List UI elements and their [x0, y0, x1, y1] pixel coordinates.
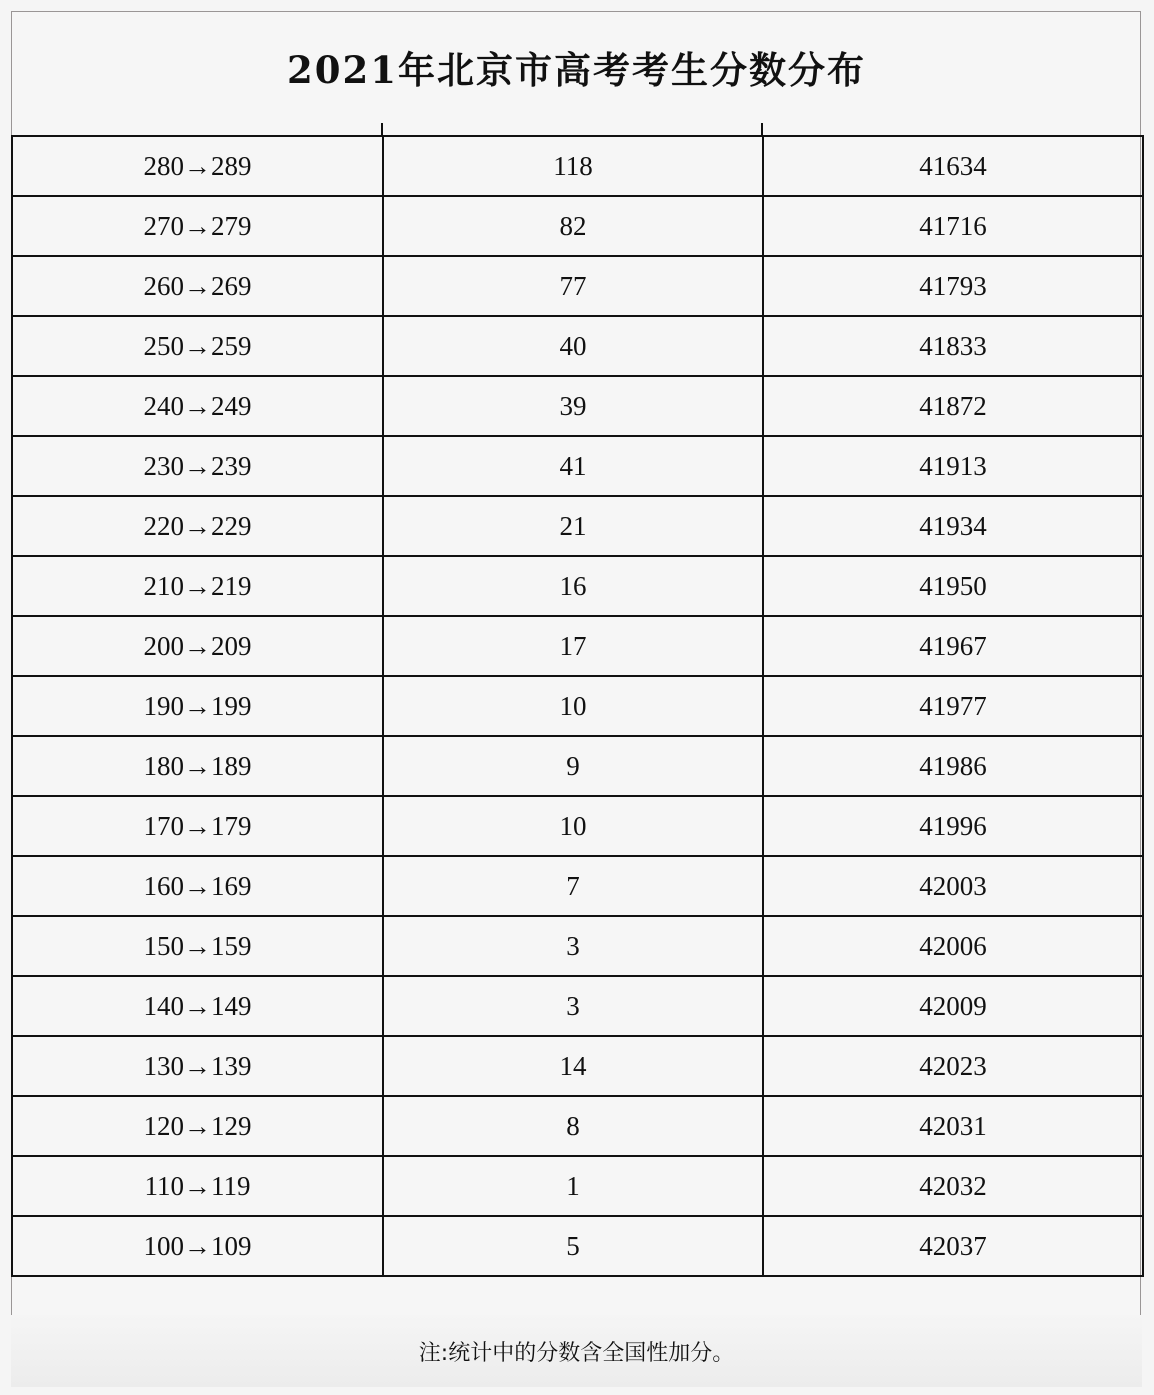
table-row: [12, 1216, 1143, 1276]
table-row: [12, 316, 1143, 376]
count-cell: 8: [383, 1096, 763, 1156]
table-row: [12, 856, 1143, 916]
score-range-cell: 150→159: [12, 916, 383, 976]
table-row: [12, 196, 1143, 256]
table-row: [12, 376, 1143, 436]
table-row: [12, 976, 1143, 1036]
table-row: [12, 436, 1143, 496]
cumulative-count-cell: 41996: [763, 796, 1143, 856]
cumulative-count-cell: 42006: [763, 916, 1143, 976]
table-row: [12, 796, 1143, 856]
count-cell: 40: [383, 316, 763, 376]
score-range-cell: 240→249: [12, 376, 383, 436]
table-row: [12, 1156, 1143, 1216]
score-range-cell: 190→199: [12, 676, 383, 736]
cumulative-count-cell: 42037: [763, 1216, 1143, 1276]
score-range-cell: 120→129: [12, 1096, 383, 1156]
count-cell: 77: [383, 256, 763, 316]
score-range-cell: 170→179: [12, 796, 383, 856]
score-range-cell: 250→259: [12, 316, 383, 376]
count-cell: 14: [383, 1036, 763, 1096]
table-row: [12, 916, 1143, 976]
count-cell: 39: [383, 376, 763, 436]
cumulative-count-cell: 41716: [763, 196, 1143, 256]
score-range-cell: 200→209: [12, 616, 383, 676]
count-cell: 17: [383, 616, 763, 676]
table-row: [12, 256, 1143, 316]
count-cell: 21: [383, 496, 763, 556]
cumulative-count-cell: 41934: [763, 496, 1143, 556]
count-cell: 3: [383, 976, 763, 1036]
count-cell: 5: [383, 1216, 763, 1276]
cumulative-count-cell: 42031: [763, 1096, 1143, 1156]
footnote: 注:统计中的分数含全国性加分。: [11, 1315, 1142, 1387]
table-row: [12, 136, 1143, 196]
count-cell: 10: [383, 676, 763, 736]
count-cell: 16: [383, 556, 763, 616]
cumulative-count-cell: 42023: [763, 1036, 1143, 1096]
count-cell: 118: [383, 136, 763, 196]
score-range-cell: 100→109: [12, 1216, 383, 1276]
score-range-cell: 180→189: [12, 736, 383, 796]
page-title: 2021年北京市高考考生分数分布: [287, 48, 866, 92]
score-range-cell: 270→279: [12, 196, 383, 256]
score-range-cell: 280→289: [12, 136, 383, 196]
cumulative-count-cell: 42009: [763, 976, 1143, 1036]
cumulative-count-cell: 41634: [763, 136, 1143, 196]
cumulative-count-cell: 42032: [763, 1156, 1143, 1216]
table-row: [12, 736, 1143, 796]
score-range-cell: 140→149: [12, 976, 383, 1036]
cumulative-count-cell: 41913: [763, 436, 1143, 496]
cumulative-count-cell: 41986: [763, 736, 1143, 796]
score-range-cell: 130→139: [12, 1036, 383, 1096]
count-cell: 1: [383, 1156, 763, 1216]
table-row: [12, 1096, 1143, 1156]
cumulative-count-cell: 41967: [763, 616, 1143, 676]
score-range-cell: 260→269: [12, 256, 383, 316]
table-row: [12, 556, 1143, 616]
cumulative-count-cell: 41793: [763, 256, 1143, 316]
table-row: [12, 676, 1143, 736]
table-row: [12, 1036, 1143, 1096]
count-cell: 3: [383, 916, 763, 976]
score-range-cell: 220→229: [12, 496, 383, 556]
score-range-cell: 110→119: [12, 1156, 383, 1216]
cumulative-count-cell: 41833: [763, 316, 1143, 376]
score-distribution-table: [11, 135, 1144, 1277]
count-cell: 82: [383, 196, 763, 256]
table-row: [12, 496, 1143, 556]
cumulative-count-cell: 41872: [763, 376, 1143, 436]
table-row: [12, 616, 1143, 676]
cumulative-count-cell: 41977: [763, 676, 1143, 736]
count-cell: 41: [383, 436, 763, 496]
count-cell: 9: [383, 736, 763, 796]
score-range-cell: 230→239: [12, 436, 383, 496]
count-cell: 10: [383, 796, 763, 856]
score-range-cell: 160→169: [12, 856, 383, 916]
score-range-cell: 210→219: [12, 556, 383, 616]
cumulative-count-cell: 41950: [763, 556, 1143, 616]
cumulative-count-cell: 42003: [763, 856, 1143, 916]
count-cell: 7: [383, 856, 763, 916]
